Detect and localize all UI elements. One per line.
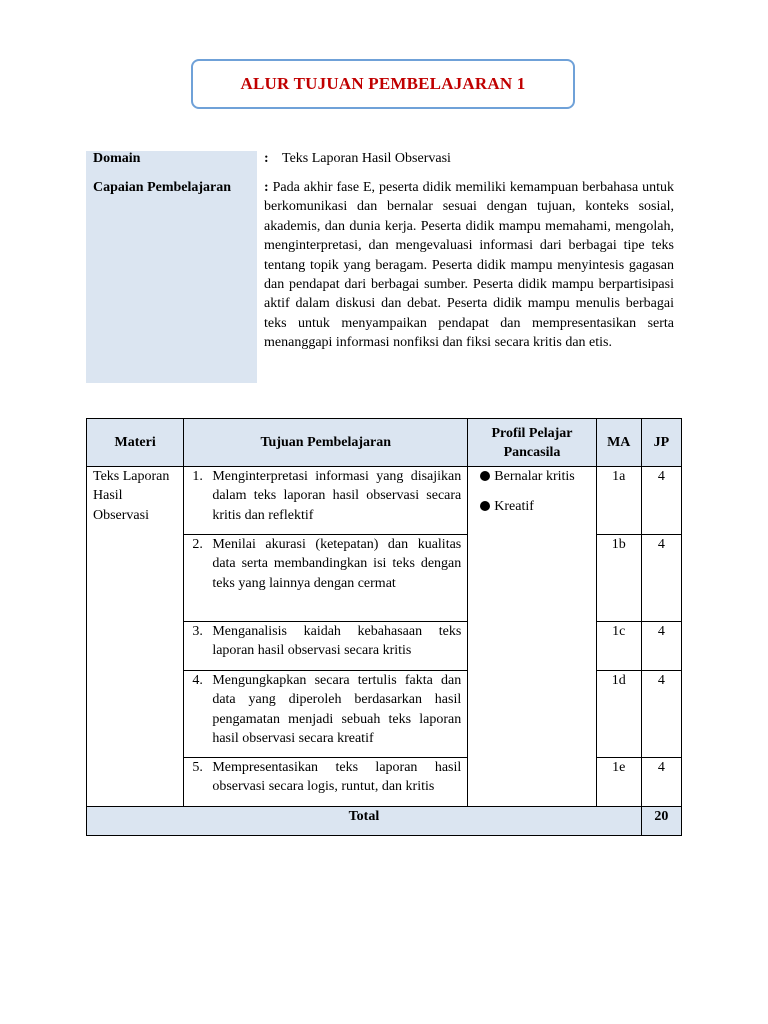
capaian-colon: : — [264, 180, 269, 195]
ma-cell: 1b — [596, 535, 641, 622]
tujuan-cell — [184, 671, 468, 758]
profil-item — [480, 497, 591, 516]
bullet-icon — [480, 471, 490, 481]
domain-colon: : — [264, 151, 269, 166]
header-jp: JP — [641, 419, 681, 467]
jp-cell: 4 — [641, 535, 681, 622]
tujuan-text: Menganalisis kaidah kebahasaan teks laporan hasil observasi secara kritis — [212, 624, 462, 659]
total-label: Total — [87, 807, 642, 836]
profil-cell — [468, 467, 596, 807]
tujuan-text: Menilai akurasi (ketepatan) dan kualitas data serta membandingkan isi teks dengan teks yang lainnya dengan cermat — [212, 537, 462, 591]
tujuan-text: Menginterpretasi informasi yang disajikan dalam teks laporan hasil observasi secara kritis dan reflektif — [212, 469, 462, 523]
jp-cell: 4 — [641, 671, 681, 758]
capaian-text — [264, 178, 674, 353]
profil-item-label: Kreatif — [494, 499, 534, 515]
page-title: ALUR TUJUAN PEMBELAJARAN 1 — [240, 74, 526, 93]
tujuan-cell — [184, 622, 468, 671]
total-value: 20 — [641, 807, 681, 836]
tujuan-number: 2. — [192, 537, 203, 552]
domain-value: Teks Laporan Hasil Observasi — [282, 151, 451, 166]
jp-cell: 4 — [641, 758, 681, 807]
profil-item — [480, 467, 591, 486]
ma-cell: 1a — [596, 467, 641, 535]
table-header-row — [87, 419, 682, 467]
tujuan-number: 5. — [192, 760, 203, 775]
ma-cell: 1c — [596, 622, 641, 671]
header-materi: Materi — [87, 419, 184, 467]
header-profil: Profil Pelajar Pancasila — [468, 419, 596, 467]
tujuan-text: Mempresentasikan teks laporan hasil observasi secara logis, runtut, dan kritis — [212, 760, 462, 795]
table-row — [87, 467, 682, 535]
jp-cell: 4 — [641, 622, 681, 671]
tujuan-number: 3. — [192, 624, 203, 639]
domain-label: Domain — [93, 151, 141, 166]
tujuan-text: Mengungkapkan secara tertulis fakta dan data yang diperoleh berdasarkan hasil pengamatan menjadi sebuah teks laporan hasil observasi secara kreatif — [212, 673, 462, 747]
total-row — [87, 807, 682, 836]
jp-cell: 4 — [641, 467, 681, 535]
title-box — [191, 59, 575, 109]
tujuan-cell — [184, 758, 468, 807]
header-tujuan: Tujuan Pembelajaran — [184, 419, 468, 467]
capaian-label: Capaian Pembelajaran — [93, 180, 232, 195]
atp-table — [86, 418, 682, 836]
ma-cell: 1e — [596, 758, 641, 807]
profil-item-label: Bernalar kritis — [494, 469, 575, 484]
capaian-value: Pada akhir fase E, peserta didik memiliki kemampuan berbahasa untuk berkomunikasi dan bernalar sesuai dengan tujuan, konteks sosial, akademis, dan dunia kerja. Peserta didik mampu memahami, mengolah, menginterpretasi, dan mengevaluasi informasi dari berbagai tipe teks tentang topik yang beragam. Peserta didik mampu menyintesis gagasan dan pendapat dari berbagai sumber. Peserta didik mampu berpartisipasi aktif dalam diskusi dan debat. Peserta didik mampu menulis berbagai teks untuk menyampaikan pendapat dan mempresentasikan serta menanggapi informasi nonfiksi dan fiksi secara kritis dan etis. — [264, 180, 674, 351]
tujuan-cell — [184, 535, 468, 622]
tujuan-number: 4. — [192, 673, 203, 688]
tujuan-number: 1. — [192, 469, 203, 484]
tujuan-cell — [184, 467, 468, 535]
bullet-icon — [480, 501, 490, 511]
materi-cell: Teks Laporan Hasil Observasi — [87, 467, 184, 807]
ma-cell: 1d — [596, 671, 641, 758]
header-ma: MA — [596, 419, 641, 467]
